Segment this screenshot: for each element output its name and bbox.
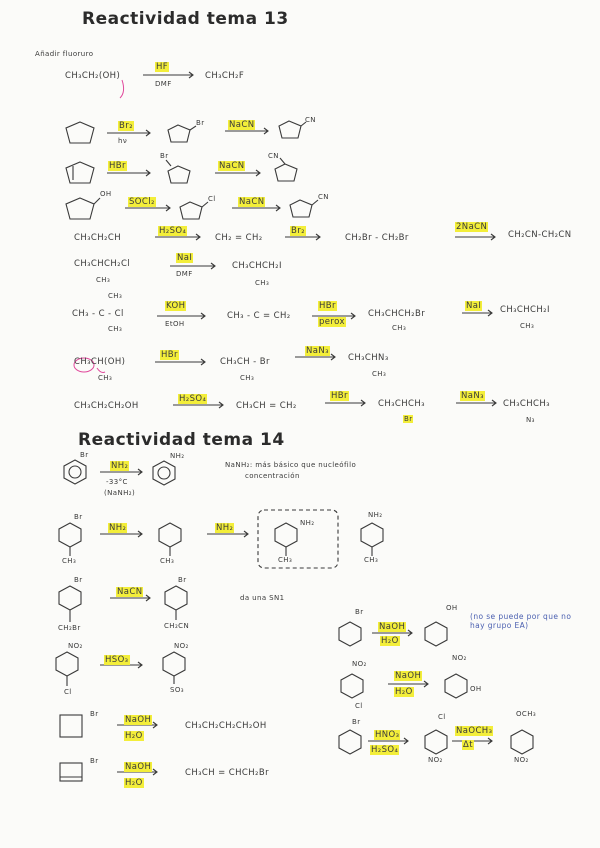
r6-reactant: CH₃CHCH₂Cl <box>74 259 131 269</box>
r6-below2: CH₃ <box>255 279 270 287</box>
t14r9-cond: H₂SO₄ <box>371 745 399 755</box>
r1-product: CH₃CH₂F <box>205 71 245 81</box>
r9-reagent2: HBr <box>331 391 348 401</box>
t14r4-prod-sub: NO₂ <box>174 642 189 650</box>
r5-int1: CH₂ = CH₂ <box>215 233 263 243</box>
r7-cond2: perox <box>319 317 345 327</box>
t14r2-mid-para: CH₃ <box>160 557 175 565</box>
r8-reagent: HBr <box>161 350 178 360</box>
r8-below3: CH₃ <box>372 370 387 378</box>
r1-cond: DMF <box>155 80 172 88</box>
r7-below2: CH₃ <box>392 324 407 332</box>
t14r6-sub: Br <box>90 757 99 765</box>
t14r2-para: CH₃ <box>62 557 77 565</box>
t14r5-reagent: NaOH <box>125 715 152 725</box>
r9-int: CH₃CH = CH₂ <box>236 401 297 411</box>
title-tema-13: Reactividad tema 13 <box>82 9 289 29</box>
r4-reagent2: NaCN <box>239 197 265 207</box>
t14r7-sub: Br <box>355 608 364 616</box>
t14r2-reagent: NH₂ <box>109 523 127 533</box>
t14r9-cond2: Δt <box>463 740 473 750</box>
r4-sub: Cl <box>208 195 216 203</box>
r3-reagent2: NaCN <box>219 161 245 171</box>
r8-reagent2: NaN₃ <box>306 346 329 356</box>
r9-product: CH₃CHCH₃ <box>503 399 550 409</box>
t14r4-reagent: HSO₃ <box>105 655 129 665</box>
r9-int2: CH₃CHCH₃ <box>378 399 425 409</box>
r7-above: CH₃ <box>108 292 123 300</box>
t14r8-reagent: NaOH <box>395 671 422 681</box>
t14r9-int-para: NO₂ <box>428 756 443 764</box>
t14r5-product: CH₃CH₂CH₂CH₂OH <box>185 721 267 731</box>
r1-reagent: HF <box>156 62 169 72</box>
r4-reagent: SOCl₂ <box>129 197 155 207</box>
r7-int1: CH₃ - C = CH₂ <box>227 311 291 321</box>
r8-product: CH₃CHN₃ <box>348 353 389 363</box>
r4-sub2: CN <box>318 193 329 201</box>
r5-reactant: CH₃CH₂CH <box>74 233 121 243</box>
t14r3-prod-sub: Br <box>178 576 187 584</box>
t14r2-p1b: CH₃ <box>278 556 293 564</box>
note-nanh2-b: concentración <box>245 472 300 480</box>
blue-note: (no se puede por que no hay grupo EA) <box>470 612 572 630</box>
note-nanh2: NaNH₂: más básico que nucleófilo <box>225 461 357 469</box>
r9-reagent: H₂SO₄ <box>179 394 207 404</box>
t14r2-p2: NH₂ <box>368 511 383 519</box>
r7-product: CH₃CHCH₂I <box>500 305 550 315</box>
r8-below2: CH₃ <box>240 374 255 382</box>
r1-reactant: CH₃CH₂(OH) <box>65 71 121 81</box>
t14r1-prod-sub: NH₂ <box>170 452 185 460</box>
title-tema-14: Reactividad tema 14 <box>78 430 285 450</box>
r5-reagent: H₂SO₄ <box>159 226 187 236</box>
t14r7-prod-sub: OH <box>446 604 458 612</box>
t14r1-sub: Br <box>80 451 89 459</box>
t14r2-sub: Br <box>74 513 83 521</box>
t14r2-p2b: CH₃ <box>364 556 379 564</box>
t14r3-sub: Br <box>74 576 83 584</box>
note-da-sn1: da una SN1 <box>240 594 285 602</box>
r7-cond: EtOH <box>165 320 185 328</box>
r6-product: CH₃CHCH₂I <box>232 261 282 271</box>
t14r9-prod-sub: OCH₃ <box>516 710 537 718</box>
r8-below: CH₃ <box>98 374 113 382</box>
t14r2-p1: NH₂ <box>300 519 315 527</box>
t14r4-para: Cl <box>64 688 72 696</box>
t14r8-sub2: Cl <box>355 702 363 710</box>
t14r1-cond1: -33°C <box>106 478 128 486</box>
r9-below3: N₃ <box>526 416 535 424</box>
t14r8-sub: NO₂ <box>352 660 367 668</box>
t14r6-cond: H₂O <box>125 778 143 788</box>
t14r4-prod-para: SO₃ <box>170 686 184 694</box>
r2-sub: Br <box>196 119 205 127</box>
t14r7-reagent: NaOH <box>379 622 406 632</box>
t14r3-prod-para: CH₂CN <box>164 622 190 630</box>
t14r6-reagent: NaOH <box>125 762 152 772</box>
r5-reagent3: 2NaCN <box>456 222 488 232</box>
r3-sub2: CN <box>268 152 279 160</box>
r7-int2: CH₃CHCH₂Br <box>368 309 426 319</box>
r3-sub0: Br <box>160 152 169 160</box>
r6-below: CH₃ <box>96 276 111 284</box>
t14r8-cond: H₂O <box>395 687 413 697</box>
r7-reagent3: NaI <box>466 301 482 311</box>
r7-reactant: CH₃ - C - Cl <box>72 309 124 319</box>
t14r5-sub: Br <box>90 710 99 718</box>
t14r3-para: CH₂Br <box>58 624 81 632</box>
r2-reagent2: NaCN <box>229 120 255 130</box>
t14r5-cond: H₂O <box>125 731 143 741</box>
t14r6-product: CH₃CH = CHCH₂Br <box>185 768 269 778</box>
r7-below: CH₃ <box>108 325 123 333</box>
t14r1-reagent: NH₂ <box>111 461 129 471</box>
r7-below3: CH₃ <box>520 322 535 330</box>
t14r8-prod-sub2: OH <box>470 685 482 693</box>
t14r9-prod-para: NO₂ <box>514 756 529 764</box>
r3-reagent: HBr <box>109 161 126 171</box>
r6-reagent: NaI <box>177 253 193 263</box>
r5-product: CH₂CN-CH₂CN <box>508 230 572 240</box>
r8-reactant: CH₃CH(OH) <box>74 357 126 367</box>
t14r1-cond2: (NaNH₂) <box>104 489 136 497</box>
t14r7-cond: H₂O <box>381 636 399 646</box>
r7-reagent2: HBr <box>319 301 336 311</box>
r6-cond: DMF <box>176 270 193 278</box>
t14r9-sub: Br <box>352 718 361 726</box>
r8-int: CH₃CH - Br <box>220 357 270 367</box>
t14r8-prod-sub: NO₂ <box>452 654 467 662</box>
t14r9-reagent2: NaOCH₃ <box>456 726 493 736</box>
r7-reagent: KOH <box>166 301 186 311</box>
t14r2-reagent2: NH₂ <box>216 523 234 533</box>
r5-int2: CH₂Br - CH₂Br <box>345 233 409 243</box>
note-fluoruro: Añadir fluoruro <box>35 50 94 58</box>
r4-sub0: OH <box>100 190 112 198</box>
r2-cond: hν <box>118 137 128 145</box>
t14r9-reagent: HNO₃ <box>375 730 400 740</box>
t14r3-reagent: NaCN <box>117 587 143 597</box>
r9-reactant: CH₃CH₂CH₂OH <box>74 401 139 411</box>
r5-reagent2: Br₂ <box>291 226 305 236</box>
r2-reagent: Br₂ <box>119 121 133 131</box>
r9-reagent3: NaN₃ <box>461 391 484 401</box>
t14r9-int-sub: Cl <box>438 713 446 721</box>
r2-sub2: CN <box>305 116 316 124</box>
t14r4-sub: NO₂ <box>68 642 83 650</box>
r9-below2: Br <box>404 415 413 423</box>
